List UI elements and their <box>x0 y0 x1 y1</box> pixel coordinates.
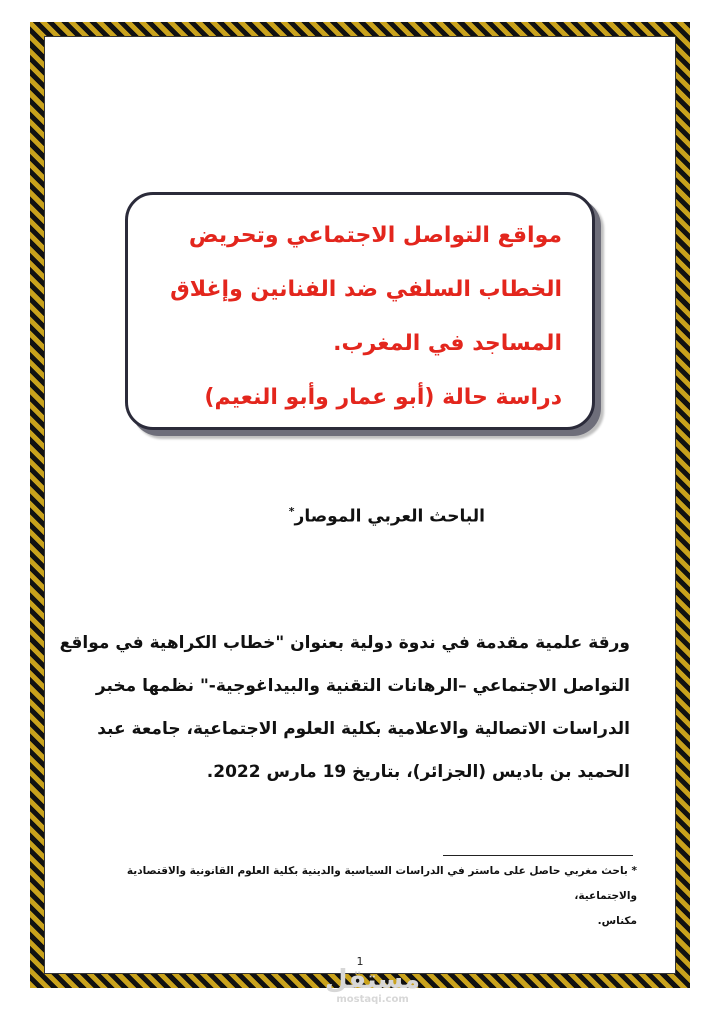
title-box <box>125 192 595 430</box>
abstract-paragraph <box>59 622 630 794</box>
watermark-latin: mostaqi.com <box>336 994 409 1005</box>
title-line-3: المساجد في المغرب. <box>333 331 562 356</box>
author-footnote-marker: * <box>288 505 295 518</box>
page-number: 1 <box>356 955 364 968</box>
watermark-logo <box>325 967 420 1005</box>
title-line-2: الخطاب السلفي ضد الفنانين وإغلاق <box>170 277 562 302</box>
title-line-1: مواقع التواصل الاجتماعي وتحريض <box>188 223 562 248</box>
footnote <box>85 859 637 934</box>
watermark-arabic: مستقل <box>325 965 421 995</box>
abstract-line-2: التواصل الاجتماعي –الرهانات التقنية والبيداغوجية-" نظمها مخبر <box>95 676 630 696</box>
page-content-area <box>44 36 676 1005</box>
decorative-page-border <box>30 22 690 1005</box>
title-line-4: دراسة حالة (أبو عمار وأبو النعيم) <box>204 385 562 410</box>
author-name <box>289 505 485 527</box>
footnote-separator <box>443 855 633 856</box>
abstract-line-1: ورقة علمية مقدمة في ندوة دولية بعنوان "خطاب الكراهية في مواقع <box>59 633 630 653</box>
abstract-line-3: الدراسات الاتصالية والاعلامية بكلية العلوم الاجتماعية، جامعة عبد <box>97 719 630 739</box>
footnote-line-2: مكناس. <box>597 915 637 927</box>
abstract-line-4: الحميد بن باديس (الجزائر)، بتاريخ 19 مارس 2022. <box>206 762 630 782</box>
footnote-line-1: * باحث مغربي حاصل على ماستر في الدراسات السياسية والدينية بكلية العلوم القانونية والاقتصادية والاجتماعية، <box>126 865 637 902</box>
author-name-text: الباحث العربي الموصار <box>294 506 485 527</box>
